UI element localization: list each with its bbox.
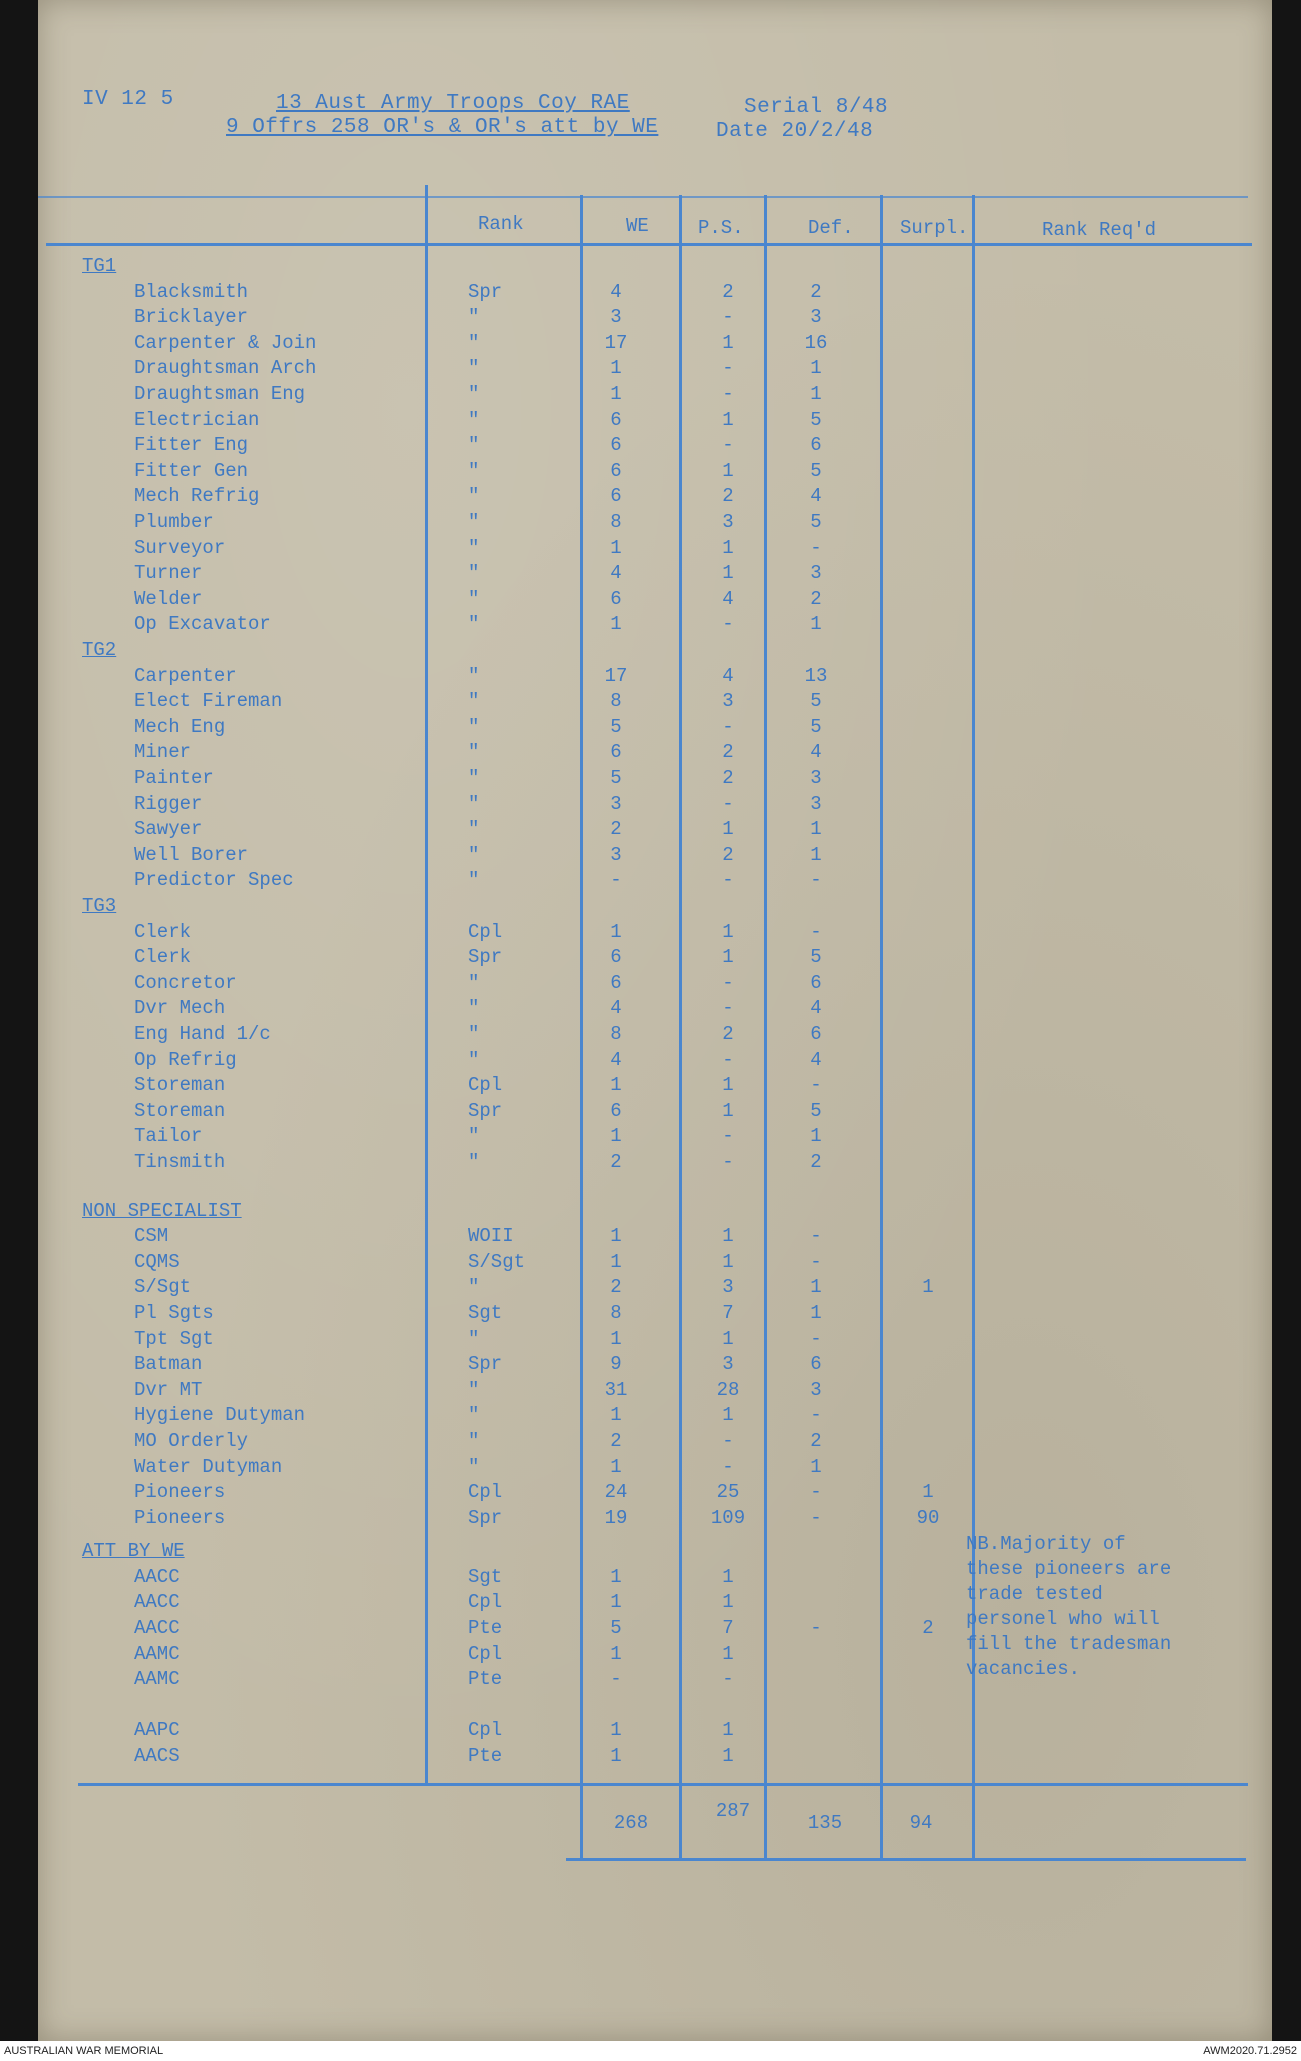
section-title: TG3: [82, 895, 117, 917]
cell-we: 1: [610, 357, 622, 380]
cell-trade: Electrician: [134, 408, 260, 431]
cell-trade: Painter: [134, 767, 214, 789]
cell-we: 4: [610, 997, 622, 1020]
cell-trade: Mech Eng: [134, 715, 226, 738]
cell-trade: AAPC: [134, 1719, 180, 1742]
footer-source: AUSTRALIAN WAR MEMORIAL: [4, 2045, 164, 2057]
cell-rank: ": [468, 1378, 480, 1401]
cell-trade: Miner: [134, 741, 192, 764]
cell-we: 6: [610, 741, 622, 764]
col-header-rank-reqd: Rank Req'd: [1042, 219, 1157, 241]
cell-ps: -: [722, 997, 734, 1020]
cell-trade: Surveyor: [134, 536, 226, 559]
cell-def: 2: [810, 587, 822, 610]
cell-ps: 2: [722, 741, 734, 764]
cell-trade: Predictor Spec: [134, 869, 294, 892]
cell-we: 6: [610, 946, 622, 969]
cell-def: 4: [810, 997, 822, 1020]
header-top-rule: [38, 196, 1248, 198]
cell-def: 4: [810, 1048, 822, 1071]
cell-rank: ": [468, 818, 480, 841]
cell-rank: ": [468, 613, 480, 636]
cell-rank: ": [468, 331, 480, 354]
cell-rank: Spr: [468, 1353, 503, 1376]
cell-we: 3: [610, 843, 622, 866]
cell-trade: AAMC: [134, 1668, 180, 1691]
cell-we: 1: [610, 1591, 622, 1614]
cell-def: 6: [810, 971, 822, 994]
cell-surpl: 1: [922, 1481, 934, 1504]
cell-trade: Dvr Mech: [134, 997, 226, 1020]
cell-ps: -: [722, 306, 734, 329]
cell-def: 1: [810, 1455, 822, 1478]
cell-def: 5: [810, 690, 822, 713]
cell-rank: ": [468, 536, 480, 559]
cell-def: 6: [810, 1023, 822, 1045]
cell-def: 3: [810, 562, 822, 585]
cell-trade: Concretor: [134, 971, 237, 994]
cell-trade: Pioneers: [134, 1481, 226, 1504]
cell-rank: Pte: [468, 1744, 503, 1767]
cell-we: 2: [610, 1276, 622, 1299]
total-def: 135: [807, 1812, 843, 1834]
cell-ps: 1: [722, 1099, 734, 1122]
cell-ps: 4: [722, 664, 734, 687]
cell-rank: ": [468, 1023, 480, 1045]
cell-surpl: 2: [922, 1616, 934, 1639]
cell-trade: AACC: [134, 1616, 180, 1639]
cell-trade: Sawyer: [134, 818, 203, 841]
cell-def: 3: [810, 767, 822, 789]
section-title: TG1: [82, 255, 117, 277]
cell-trade: Welder: [134, 587, 203, 610]
cell-rank: ": [468, 741, 480, 764]
cell-ps: 1: [722, 331, 734, 354]
cell-def: 1: [810, 818, 822, 841]
cell-ps: 7: [722, 1616, 734, 1639]
cell-ps: 1: [722, 1719, 734, 1742]
cell-rank: ": [468, 357, 480, 380]
cell-ps: 4: [722, 587, 734, 610]
col-rule-2: [580, 195, 583, 1858]
cell-trade: Hygiene Dutyman: [134, 1404, 306, 1427]
cell-ps: -: [722, 792, 734, 815]
cell-we: 17: [604, 664, 628, 687]
cell-def: -: [810, 1616, 822, 1639]
cell-rank: ": [468, 408, 480, 431]
cell-we: 1: [610, 920, 622, 943]
cell-ps: 1: [722, 536, 734, 559]
cell-trade: Op Refrig: [134, 1048, 237, 1071]
cell-ps: 1: [722, 408, 734, 431]
totals-top-rule: [78, 1783, 1248, 1786]
cell-we: 1: [610, 536, 622, 559]
cell-we: 1: [610, 1642, 622, 1665]
cell-we: 3: [610, 306, 622, 329]
cell-rank: Cpl: [468, 1591, 503, 1614]
cell-trade: AAMC: [134, 1642, 180, 1665]
pioneers-note: NB.Majority of these pioneers are trade tested personel who will fill the tradesman vacancies.: [966, 1533, 1172, 1680]
section-title: NON SPECIALIST: [82, 1199, 242, 1222]
cell-we: 6: [610, 1099, 622, 1122]
cell-rank: ": [468, 459, 480, 482]
cell-rank: ": [468, 843, 480, 866]
cell-rank: ": [468, 1151, 480, 1173]
cell-trade: Fitter Eng: [134, 434, 249, 457]
col-header-surpl: Surpl.: [900, 217, 969, 239]
col-rule-1: [425, 185, 428, 1785]
cell-trade: Storeman: [134, 1099, 226, 1122]
cell-def: 3: [810, 306, 822, 329]
cell-trade: Tailor: [134, 1125, 203, 1148]
cell-ps: -: [722, 357, 734, 380]
cell-we: 8: [610, 690, 622, 713]
cell-def: 5: [810, 511, 822, 533]
cell-rank: Spr: [468, 1099, 503, 1122]
cell-trade: CSM: [134, 1225, 169, 1248]
cell-def: 1: [810, 383, 822, 405]
cell-we: 5: [610, 1616, 622, 1639]
cell-ps: 3: [722, 1353, 734, 1376]
cell-def: 2: [810, 1151, 822, 1173]
cell-ps: 3: [722, 690, 734, 713]
totals-bottom-rule: [566, 1858, 1246, 1861]
cell-def: 5: [810, 1099, 822, 1122]
cell-we: 6: [610, 408, 622, 431]
cell-we: 1: [610, 1074, 622, 1097]
cell-ps: 1: [722, 818, 734, 841]
cell-def: -: [810, 1481, 822, 1504]
cell-we: 4: [610, 562, 622, 585]
cell-trade: Fitter Gen: [134, 459, 249, 482]
cell-rank: ": [468, 997, 480, 1020]
cell-trade: Dvr MT: [134, 1378, 203, 1401]
cell-trade: Batman: [134, 1353, 203, 1376]
header-unit: 13 Aust Army Troops Coy RAE: [276, 92, 630, 115]
cell-we: 2: [610, 1151, 622, 1173]
cell-trade: Tinsmith: [134, 1151, 226, 1173]
cell-we: -: [610, 869, 622, 892]
cell-trade: Storeman: [134, 1074, 226, 1097]
cell-we: 1: [610, 613, 622, 636]
cell-we: 1: [610, 383, 622, 405]
cell-def: -: [810, 1250, 822, 1273]
cell-def: -: [810, 1327, 822, 1350]
footer-accession: AWM2020.71.2952: [1203, 2045, 1297, 2057]
cell-trade: Tpt Sgt: [134, 1327, 214, 1350]
cell-surpl: 1: [922, 1276, 934, 1299]
cell-ps: 1: [722, 946, 734, 969]
cell-trade: Op Excavator: [134, 613, 271, 636]
cell-ps: 1: [722, 459, 734, 482]
cell-trade: AACS: [134, 1744, 180, 1767]
cell-def: 5: [810, 408, 822, 431]
cell-we: 17: [604, 331, 628, 354]
archive-footer: [0, 2041, 1301, 2061]
cell-rank: ": [468, 869, 480, 892]
cell-trade: MO Orderly: [134, 1430, 249, 1453]
cell-we: 4: [610, 1048, 622, 1071]
cell-def: 1: [810, 1125, 822, 1148]
cell-rank: Cpl: [468, 1074, 503, 1097]
cell-ps: -: [722, 383, 734, 405]
cell-def: 2: [810, 280, 822, 303]
cell-we: 6: [610, 971, 622, 994]
cell-trade: Bricklayer: [134, 306, 249, 329]
cell-we: 8: [610, 1023, 622, 1045]
cell-rank: ": [468, 971, 480, 994]
cell-trade: Clerk: [134, 920, 192, 943]
cell-def: -: [810, 1404, 822, 1427]
cell-we: 5: [610, 767, 622, 789]
cell-def: 4: [810, 741, 822, 764]
cell-trade: S/Sgt: [134, 1276, 192, 1299]
cell-trade: Carpenter: [134, 664, 237, 687]
cell-ps: -: [722, 1151, 734, 1173]
cell-we: 3: [610, 792, 622, 815]
cell-trade: Well Borer: [134, 843, 249, 866]
cell-rank: ": [468, 664, 480, 687]
header-serial: Serial 8/48: [744, 96, 889, 119]
cell-we: -: [610, 1668, 622, 1691]
cell-rank: ": [468, 1404, 480, 1427]
cell-we: 9: [610, 1353, 622, 1376]
cell-ps: 3: [722, 511, 734, 533]
section-title: TG2: [82, 639, 117, 661]
cell-ps: -: [722, 434, 734, 457]
cell-def: -: [810, 1225, 822, 1248]
cell-def: -: [810, 536, 822, 559]
document-page: [38, 0, 1272, 2041]
cell-def: -: [810, 920, 822, 943]
cell-trade: Pl Sgts: [134, 1302, 214, 1325]
cell-ps: 2: [722, 280, 734, 303]
cell-rank: Spr: [468, 1506, 503, 1529]
header-date: Date 20/2/48: [716, 120, 874, 143]
cell-def: 13: [804, 664, 828, 687]
cell-trade: Blacksmith: [134, 280, 249, 303]
cell-ps: -: [722, 1668, 734, 1691]
cell-ps: 2: [722, 485, 734, 508]
cell-ps: 2: [722, 1023, 734, 1045]
cell-rank: ": [468, 690, 480, 713]
cell-ps: 1: [722, 1642, 734, 1665]
cell-rank: ": [468, 562, 480, 585]
total-we: 268: [613, 1812, 649, 1834]
cell-trade: Draughtsman Arch: [134, 357, 317, 380]
cell-def: 5: [810, 715, 822, 738]
cell-ps: 1: [722, 562, 734, 585]
cell-def: 6: [810, 434, 822, 457]
cell-ps: 1: [722, 1565, 734, 1588]
cell-we: 1: [610, 1565, 622, 1588]
cell-rank: Cpl: [468, 920, 503, 943]
cell-ps: -: [722, 1125, 734, 1148]
cell-ps: 1: [722, 1744, 734, 1767]
cell-rank: ": [468, 767, 480, 789]
header-strength: 9 Offrs 258 OR's & OR's att by WE: [226, 116, 659, 139]
cell-rank: Sgt: [468, 1302, 503, 1325]
cell-rank: ": [468, 1455, 480, 1478]
col-rule-4: [764, 195, 767, 1858]
cell-trade: Elect Fireman: [134, 690, 283, 713]
cell-trade: Draughtsman Eng: [134, 383, 306, 405]
cell-trade: Rigger: [134, 792, 203, 815]
col-header-rank: Rank: [478, 213, 524, 235]
cell-we: 2: [610, 1430, 622, 1453]
cell-ps: 3: [722, 1276, 734, 1299]
cell-rank: ": [468, 1327, 480, 1350]
cell-rank: ": [468, 792, 480, 815]
cell-rank: ": [468, 715, 480, 738]
cell-rank: Sgt: [468, 1565, 503, 1588]
cell-trade: Mech Refrig: [134, 485, 260, 508]
col-header-we: WE: [626, 215, 649, 237]
cell-ps: 1: [722, 1404, 734, 1427]
cell-we: 6: [610, 587, 622, 610]
cell-we: 1: [610, 1250, 622, 1273]
cell-rank: WOII: [468, 1225, 514, 1248]
cell-rank: Pte: [468, 1616, 503, 1639]
cell-ps: 1: [722, 1327, 734, 1350]
cell-ps: 1: [722, 920, 734, 943]
cell-we: 24: [604, 1481, 628, 1504]
cell-ps: 2: [722, 767, 734, 789]
cell-trade: Water Dutyman: [134, 1455, 283, 1478]
header-bottom-rule: [46, 243, 1252, 246]
cell-ps: 7: [722, 1302, 734, 1325]
cell-def: 2: [810, 1430, 822, 1453]
col-rule-5: [880, 195, 883, 1858]
cell-rank: ": [468, 1430, 480, 1453]
cell-ps: 25: [716, 1481, 740, 1504]
cell-def: 1: [810, 1276, 822, 1299]
cell-def: 6: [810, 1353, 822, 1376]
cell-rank: Cpl: [468, 1719, 503, 1742]
cell-we: 8: [610, 1302, 622, 1325]
cell-ps: -: [722, 1430, 734, 1453]
cell-ps: -: [722, 971, 734, 994]
cell-we: 1: [610, 1404, 622, 1427]
cell-rank: ": [468, 1048, 480, 1071]
cell-we: 1: [610, 1744, 622, 1767]
cell-we: 1: [610, 1327, 622, 1350]
cell-we: 1: [610, 1225, 622, 1248]
cell-ps: -: [722, 1048, 734, 1071]
cell-rank: ": [468, 383, 480, 405]
col-header-def: Def.: [808, 217, 854, 239]
cell-we: 6: [610, 459, 622, 482]
cell-we: 2: [610, 818, 622, 841]
cell-we: 6: [610, 434, 622, 457]
cell-rank: ": [468, 434, 480, 457]
cell-def: 1: [810, 843, 822, 866]
cell-ps: 1: [722, 1225, 734, 1248]
cell-def: -: [810, 869, 822, 892]
cell-we: 4: [610, 280, 622, 303]
cell-def: 3: [810, 1378, 822, 1401]
cell-ps: -: [722, 869, 734, 892]
cell-rank: Cpl: [468, 1642, 503, 1665]
cell-def: 4: [810, 485, 822, 508]
cell-we: 6: [610, 485, 622, 508]
cell-rank: ": [468, 1125, 480, 1148]
col-header-ps: P.S.: [698, 217, 744, 239]
col-rule-3: [679, 195, 682, 1858]
cell-trade: Plumber: [134, 511, 214, 533]
cell-trade: Pioneers: [134, 1506, 226, 1529]
cell-we: 8: [610, 511, 622, 533]
cell-ps: -: [722, 715, 734, 738]
cell-def: -: [810, 1506, 822, 1529]
cell-surpl: 90: [916, 1506, 940, 1529]
cell-rank: ": [468, 306, 480, 329]
cell-ps: 109: [710, 1506, 746, 1529]
cell-rank: ": [468, 511, 480, 533]
cell-rank: S/Sgt: [468, 1250, 526, 1273]
total-surpl: 94: [909, 1812, 933, 1834]
cell-rank: Cpl: [468, 1481, 503, 1504]
cell-ps: 2: [722, 843, 734, 866]
cell-trade: Eng Hand 1/c: [134, 1023, 271, 1045]
cell-trade: CQMS: [134, 1250, 180, 1273]
cell-rank: ": [468, 485, 480, 508]
cell-trade: Clerk: [134, 946, 192, 969]
cell-we: 1: [610, 1719, 622, 1742]
cell-ps: -: [722, 613, 734, 636]
cell-ps: 1: [722, 1074, 734, 1097]
cell-def: 5: [810, 946, 822, 969]
cell-trade: AACC: [134, 1591, 180, 1614]
cell-def: 5: [810, 459, 822, 482]
cell-def: -: [810, 1074, 822, 1097]
cell-ps: 1: [722, 1591, 734, 1614]
cell-trade: AACC: [134, 1565, 180, 1588]
header-ref: IV 12 5: [82, 88, 174, 111]
section-title: ATT BY WE: [82, 1540, 185, 1563]
cell-we: 1: [610, 1455, 622, 1478]
cell-we: 31: [604, 1378, 628, 1401]
cell-we: 1: [610, 1125, 622, 1148]
cell-rank: Pte: [468, 1668, 503, 1691]
cell-def: 1: [810, 613, 822, 636]
cell-ps: 1: [722, 1250, 734, 1273]
cell-def: 16: [804, 331, 828, 354]
cell-def: 3: [810, 792, 822, 815]
cell-rank: Spr: [468, 280, 503, 303]
cell-def: 1: [810, 1302, 822, 1325]
cell-trade: Turner: [134, 562, 203, 585]
cell-ps: -: [722, 1455, 734, 1478]
cell-def: 1: [810, 357, 822, 380]
cell-rank: ": [468, 1276, 480, 1299]
cell-ps: 28: [716, 1378, 740, 1401]
cell-trade: Carpenter & Join: [134, 331, 317, 354]
cell-we: 5: [610, 715, 622, 738]
cell-rank: Spr: [468, 946, 503, 969]
cell-rank: ": [468, 587, 480, 610]
total-ps: 287: [715, 1800, 751, 1822]
cell-we: 19: [604, 1506, 628, 1529]
